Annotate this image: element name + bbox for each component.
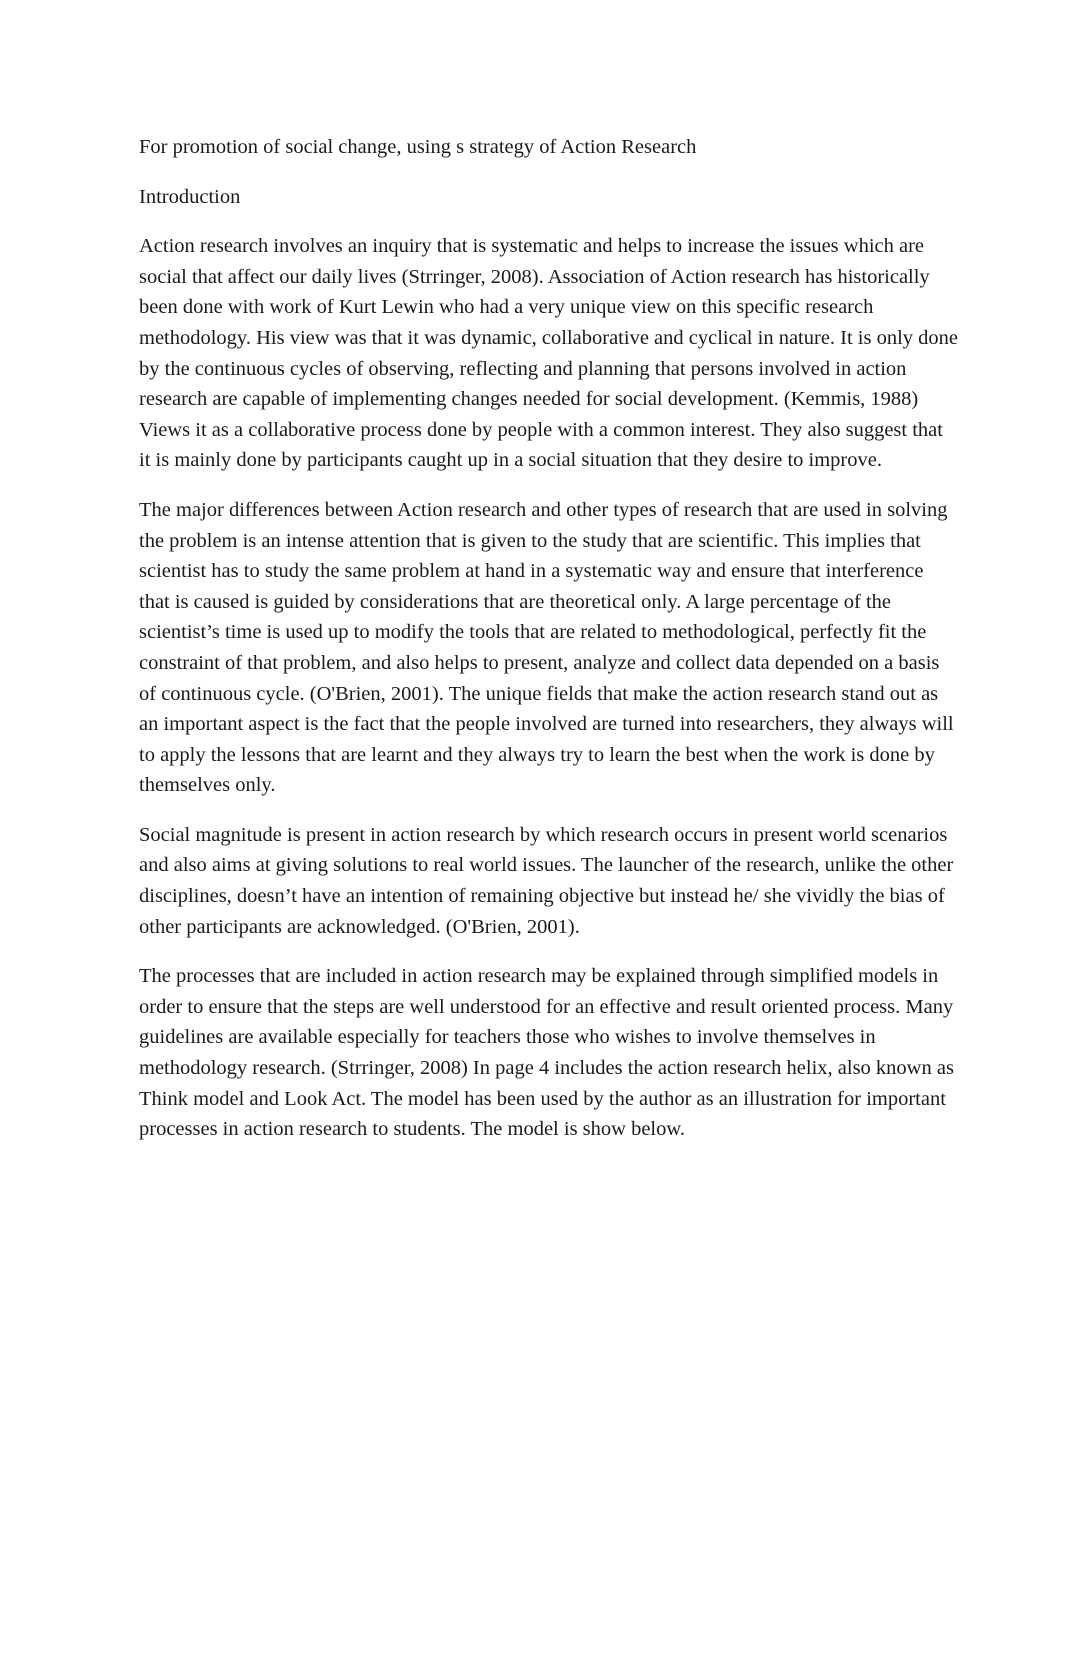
paragraph: Social magnitude is present in action research by which research occurs in present world scenarios and also aims at giving solutions to real world issues. The launcher of the research, unlike the other disciplines, doesn’t have an intention of remaining objective but instead he/ she vividly the bias of other participants are acknowledged. (O'Brien, 2001). — [139, 823, 954, 938]
paragraph: Action research involves an inquiry that is systematic and helps to increase the issues which are social that affect our daily lives (Strringer, 2008). Association of Action research has historically been done with work of Kurt Lewin who had a very unique view on this specific research methodology. His view was that it was dynamic, collaborative and cyclical in nature. It is only done by the continuous cycles of observing, reflecting and planning that persons involved in action research are capable of implementing changes needed for social development. (Kemmis, 1988) Views it as a collaborative process done by people with a common interest. They also suggest that it is mainly done by participants caught up in a social situation that they desire to improve. — [139, 235, 959, 472]
section-heading: Introduction — [139, 185, 241, 208]
document-body — [139, 132, 959, 1164]
paragraph: The major differences between Action research and other types of research that are used in solving the problem is an intense attention that is given to the study that are scientific. This implies that scientist has to study the same problem at hand in a systematic way and ensure that interference that is caused is guided by considerations that are theoretical only. A large percentage of the scientist’s time is used up to modify the tools that are related to methodological, perfectly fit the constraint of that problem, and also helps to present, analyze and collect data depended on a basis of continuous cycle. (O'Brien, 2001). The unique fields that make the action research stand out as an important aspect is the fact that the people involved are turned into researchers, they always will to apply the lessons that are learnt and they always try to learn the best when the work is done by themselves only. — [139, 498, 954, 797]
paragraph: The processes that are included in action research may be explained through simplified models in order to ensure that the steps are well understood for an effective and result oriented process. Many guidelines are available especially for teachers those who wishes to involve themselves in methodology research. (Strringer, 2008) In page 4 includes the action research helix, also known as Think model and Look Act. The model has been used by the author as an illustration for important processes in action research to students. The model is show below. — [139, 965, 954, 1141]
document-title: For promotion of social change, using s strategy of Action Research — [139, 136, 697, 158]
